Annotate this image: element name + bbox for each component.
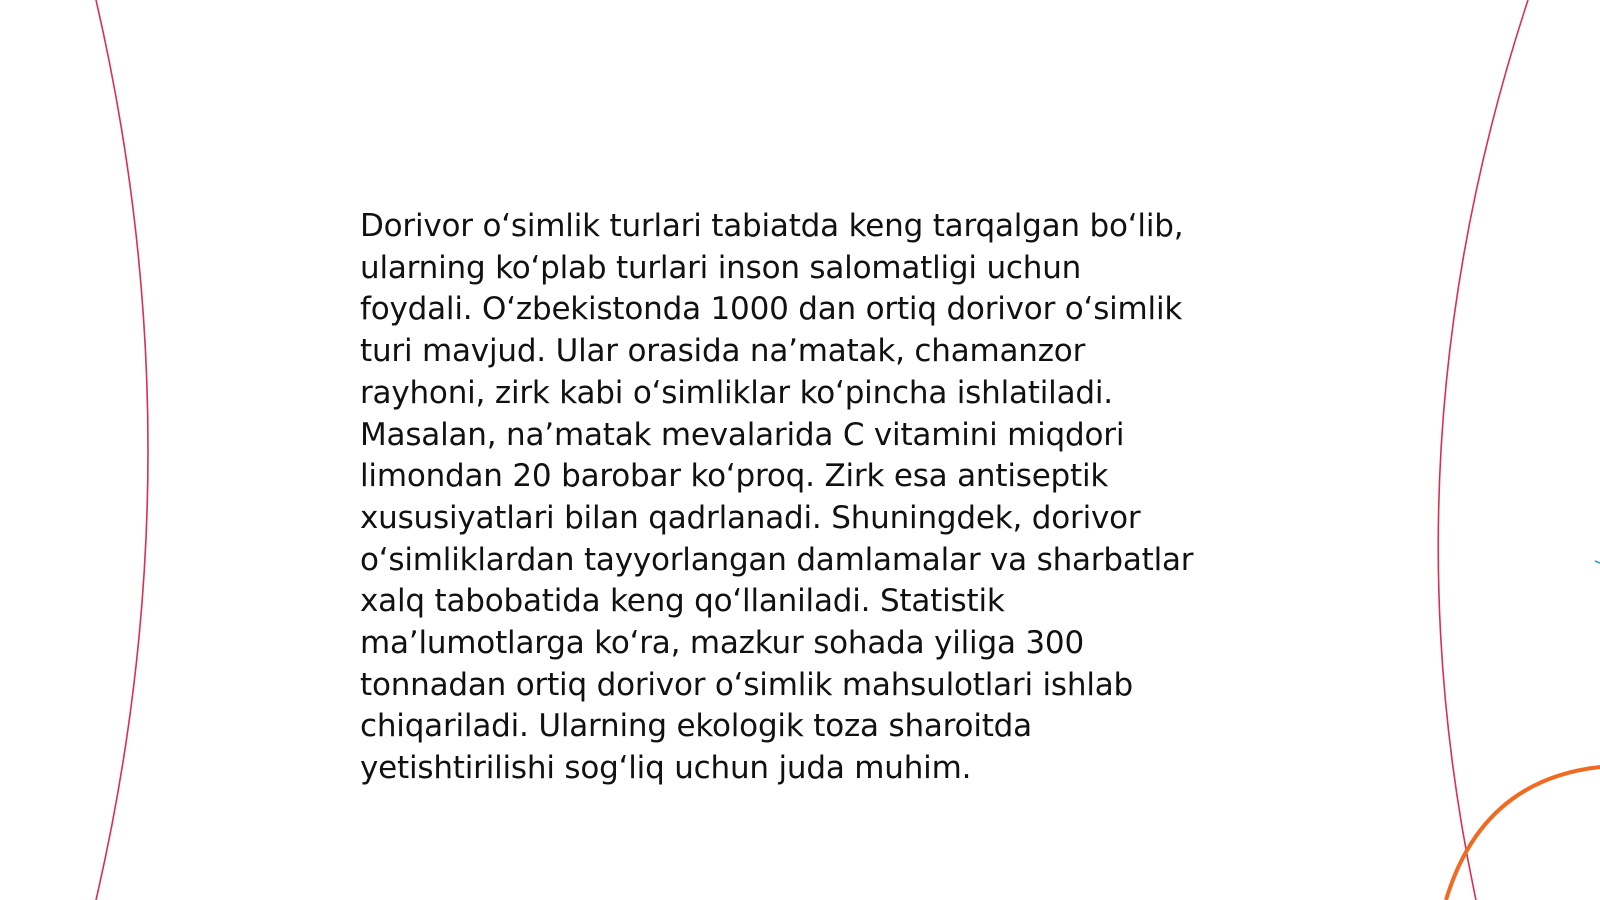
paragraph-line: Masalan, na’matak mevalarida C vitamini miqdori [360,416,1125,453]
paragraph-line: ma’lumotlarga ko‘ra, mazkur sohada yiliga 300 [360,625,1084,662]
left-arc-decoration [96,0,148,900]
paragraph-line: rayhoni, zirk kabi o‘simliklar ko‘pincha ishlatiladi. [360,374,1113,411]
paragraph-line: xususiyatlari bilan qadrlanadi. Shuningdek, dorivor [360,499,1141,536]
paragraph-line: foydali. O‘zbekistonda 1000 dan ortiq dorivor o‘simlik [360,291,1183,328]
body-paragraph [360,206,1250,790]
paragraph-line: ularning ko‘plab turlari inson salomatligi uchun [360,249,1082,286]
paragraph-line: yetishtirilishi sog‘liq uchun juda muhim. [360,750,972,787]
paragraph-line: o‘simliklardan tayyorlangan damlamalar va sharbatlar [360,541,1194,578]
corner-arc-decoration [1446,767,1600,900]
paragraph-line: tonnadan ortiq dorivor o‘simlik mahsulotlari ishlab [360,666,1134,703]
accent-mark-decoration [1595,561,1600,563]
paragraph-line: chiqariladi. Ularning ekologik toza sharoitda [360,708,1032,745]
paragraph-line: xalq tabobatida keng qo‘llaniladi. Statistik [360,583,1005,620]
paragraph-line: turi mavjud. Ular orasida na’matak, chamanzor [360,333,1086,370]
paragraph-line: Dorivor o‘simlik turlari tabiatda keng tarqalgan bo‘lib, [360,208,1184,244]
paragraph-line: limondan 20 barobar ko‘proq. Zirk esa antiseptik [360,458,1109,495]
right-arc-decoration [1438,0,1528,900]
